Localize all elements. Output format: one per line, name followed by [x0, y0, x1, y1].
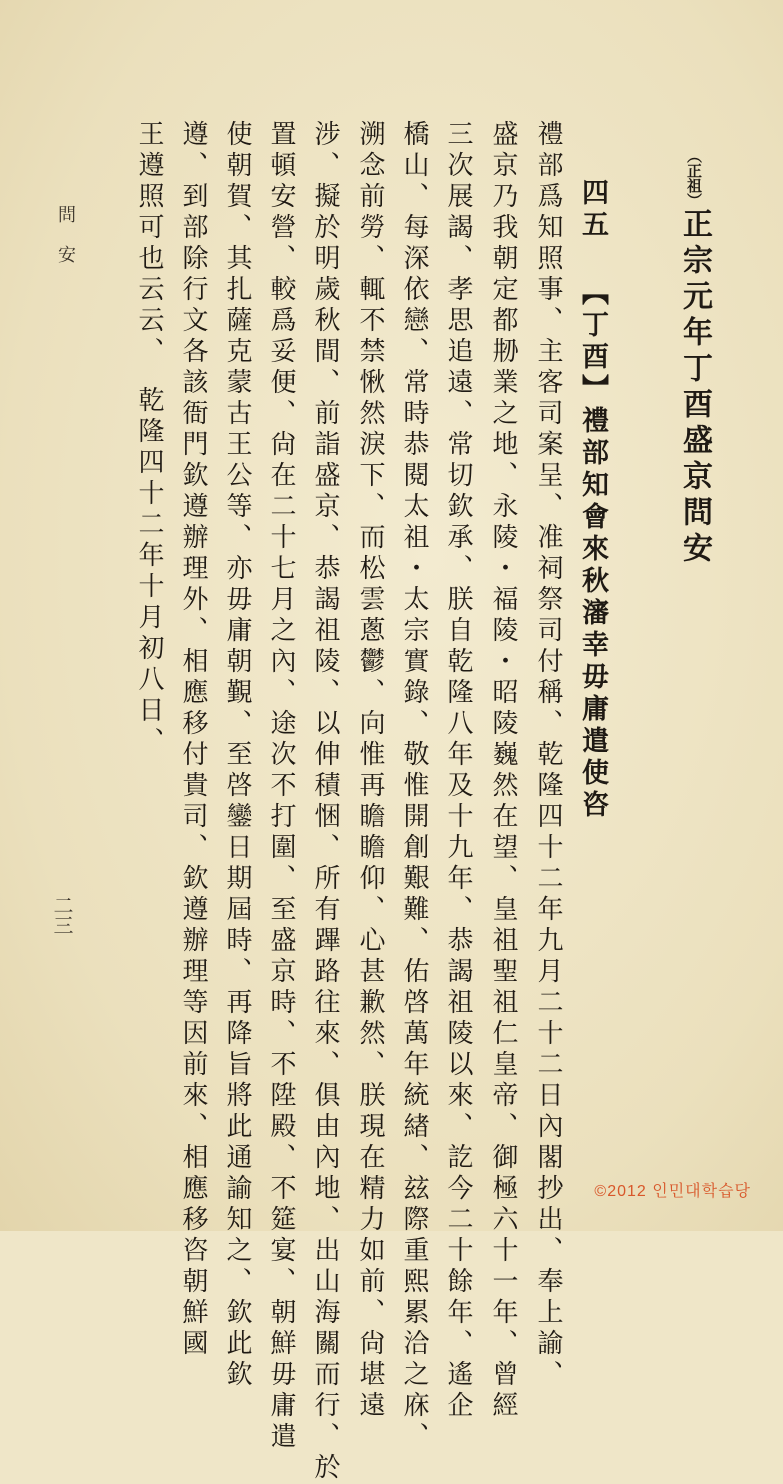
body-column: 禮部爲知照事、主客司案呈、准祠祭司付稱、乾隆四十二年九月二十二日內閣抄出、奉上諭、: [533, 120, 563, 1391]
body-column: 置頓安營、較爲妥便、尙在二十七月之內、途次不打圍、至盛京時、不陞殿、不筵宴、朝鮮毋庸遣: [266, 120, 296, 1453]
body-column: 溯念前勞、輒不禁愀然淚下、而松雲蔥鬱、向惟再瞻瞻仰、心甚歉然、朕現在精力如前、尙堪遠: [355, 120, 385, 1422]
body-column: 使朝賀、其扎薩克蒙古王公等、亦毋庸朝覲、至啓鑾日期屆時、再降旨將此通諭知之、欽此欽: [222, 120, 252, 1391]
copyright-watermark: ©2012 인민대학습당: [594, 1183, 751, 1200]
page-number: 二三: [50, 895, 74, 935]
body-column: 盛京乃我朝定都刱業之地、永陵・福陵・昭陵巍然在望、皇祖聖祖仁皇帝、御極六十一年、曾經: [488, 120, 518, 1422]
margin-label: 問安: [55, 205, 76, 285]
chapter-subtitle: （正祖）: [685, 148, 703, 208]
body-column: 涉、擬於明歲秋間、前詣盛京、恭謁祖陵、以伸積悃、所有蹕路往來、俱由內地、出山海關而行、於: [310, 120, 340, 1484]
chapter-title-text: 正宗元年丁酉盛京問安: [677, 208, 712, 568]
body-column: 王遵照可也云云、 乾隆四十二年十月初八日、: [134, 120, 164, 758]
chapter-title: [672, 148, 716, 568]
document-heading: 四五 【丁酉】禮部知會來秋瀋幸毋庸遣使咨: [577, 178, 608, 822]
body-column: 橋山、每深依戀、常時恭閱太祖・太宗實錄、敬惟開創艱難、佑啓萬年統緖、玆際重熙累洽之庥、: [399, 120, 429, 1453]
body-column: 遵、到部除行文各該衙門欽遵辦理外、相應移付貴司、欽遵辦理等因前來、相應移咨朝鮮國: [178, 120, 208, 1360]
body-column: 三次展謁、孝思追遠、常切欽承、朕自乾隆八年及十九年、恭謁祖陵以來、訖今二十餘年、遙企: [443, 120, 473, 1422]
